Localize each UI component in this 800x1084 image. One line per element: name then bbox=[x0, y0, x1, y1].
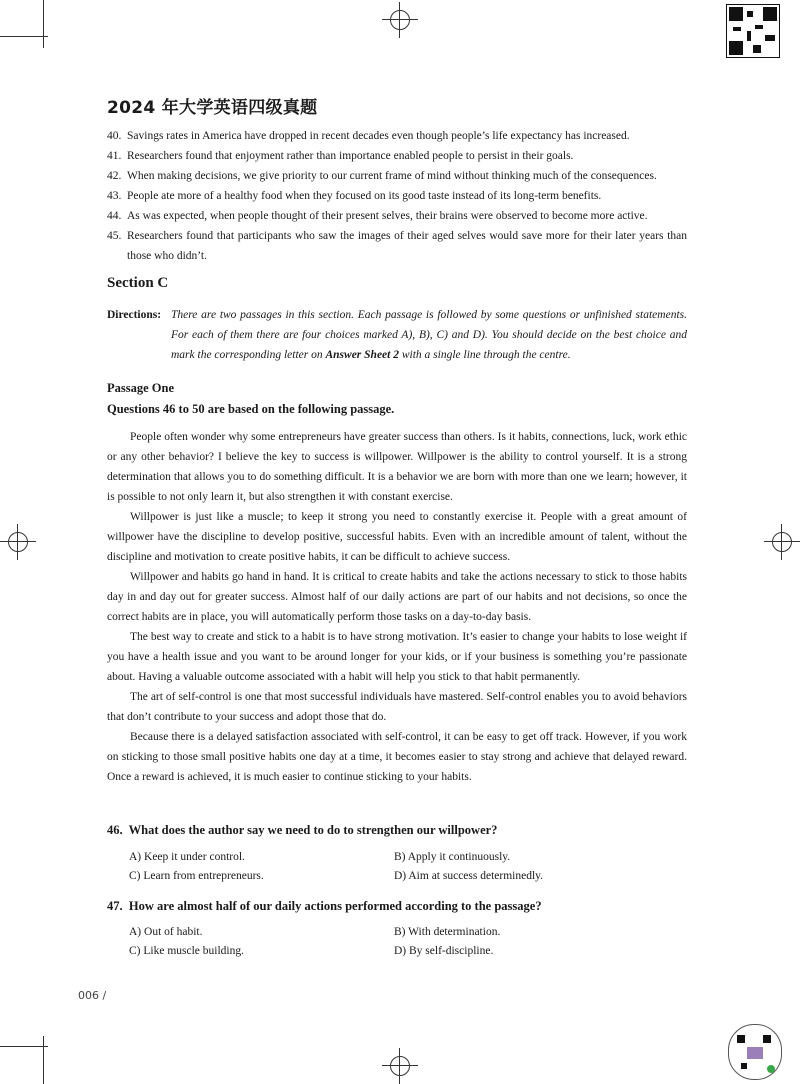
directions-text: There are two passages in this section. Each passage is followed by some questions or unfinished statements. For each of them there are four choices marked A), B), C) and D). You should decide on the best choice and mark the corresponding letter on Answer Sheet 2 with a single line through the centre. bbox=[171, 309, 687, 361]
question-number: 46. bbox=[107, 823, 123, 837]
registration-mark-top bbox=[382, 2, 418, 38]
directions bbox=[107, 305, 687, 365]
question-46 bbox=[107, 823, 687, 838]
question-text: What does the author say we need to do to strengthen our willpower? bbox=[128, 823, 498, 837]
crop-mark bbox=[0, 36, 48, 37]
list-item bbox=[107, 226, 687, 266]
directions-label: Directions: bbox=[107, 309, 162, 321]
paragraph: The art of self-control is one that most successful individuals have mastered. Self-control enables you to avoid behaviors that don’t contribute to your success and adopt those that do. bbox=[107, 691, 687, 723]
passage-body bbox=[107, 427, 687, 787]
item-text: When making decisions, we give priority to our current frame of mind without thinking much of the consequences. bbox=[127, 170, 657, 182]
paragraph: Willpower is just like a muscle; to keep it strong you need to constantly exercise it. People with a great amount of willpower have the discipline to develop positive, successful habits. Even with an incredible amount of talent, without the discipline and motivation to create positive habits, it can be difficult to achieve success. bbox=[107, 511, 687, 563]
options-46 bbox=[129, 848, 689, 886]
option-c[interactable]: C) Learn from entrepreneurs. bbox=[129, 870, 264, 882]
crop-mark bbox=[43, 0, 44, 48]
registration-mark-right bbox=[764, 524, 800, 560]
question-text: How are almost half of our daily actions performed according to the passage? bbox=[128, 899, 542, 913]
option-a[interactable]: A) Keep it under control. bbox=[129, 851, 245, 863]
item-text: Savings rates in America have dropped in recent decades even though people’s life expectancy has increased. bbox=[127, 130, 630, 142]
item-text: Researchers found that participants who saw the images of their aged selves would save more for their later years than those who didn’t. bbox=[127, 230, 687, 262]
option-c[interactable]: C) Like muscle building. bbox=[129, 945, 244, 957]
crop-mark bbox=[43, 1036, 44, 1084]
list-item bbox=[107, 146, 687, 166]
section-heading: Section C bbox=[107, 275, 169, 291]
option-b[interactable]: B) With determination. bbox=[394, 926, 501, 938]
option-a[interactable]: A) Out of habit. bbox=[129, 926, 203, 938]
paragraph: Because there is a delayed satisfaction associated with self-control, it can be easy to get off track. However, if you work on sticking to those small positive habits one day at a time, it becomes easier to stay strong and achieve that delayed reward. Once a reward is achieved, it is much easier to continue sticking to your habits. bbox=[107, 731, 687, 783]
item-text: Researchers found that enjoyment rather than importance enabled people to persist in their goals. bbox=[127, 150, 574, 162]
item-number: 40. bbox=[107, 130, 122, 142]
statement-list bbox=[107, 126, 687, 266]
question-number: 47. bbox=[107, 899, 123, 913]
item-number: 41. bbox=[107, 150, 122, 162]
qr-code-icon bbox=[728, 1024, 782, 1080]
item-text: People ate more of a healthy food when they focused on its good taste instead of its long-term benefits. bbox=[127, 190, 602, 202]
answer-sheet-label: Answer Sheet 2 bbox=[325, 349, 399, 361]
item-number: 42. bbox=[107, 170, 122, 182]
page-number: 006 / bbox=[78, 989, 107, 1002]
qr-code-icon bbox=[726, 4, 780, 58]
item-text: As was expected, when people thought of their present selves, their brains were observed to become more active. bbox=[127, 210, 648, 222]
option-d[interactable]: D) Aim at success determinedly. bbox=[394, 870, 544, 882]
item-number: 45. bbox=[107, 230, 122, 242]
paragraph: The best way to create and stick to a habit is to have strong motivation. It’s easier to change your habits to lose weight if you have a health issue and you want to be around longer for your kids, or if your business is something you’re passionate about. Having a valuable outcome associated with a habit will help you stick to that habit permanently. bbox=[107, 631, 687, 683]
list-item bbox=[107, 126, 687, 146]
registration-mark-bottom bbox=[382, 1048, 418, 1084]
list-item bbox=[107, 206, 687, 226]
crop-mark bbox=[0, 1046, 48, 1047]
option-b[interactable]: B) Apply it continuously. bbox=[394, 851, 511, 863]
page-title: 2024 年大学英语四级真题 bbox=[107, 98, 318, 118]
list-item bbox=[107, 166, 687, 186]
options-47 bbox=[129, 923, 689, 961]
passage-title: Passage One bbox=[107, 381, 175, 395]
paragraph: People often wonder why some entrepreneurs have greater success than others. Is it habits, connections, luck, work ethic or any other behavior? I believe the key to success is willpower. Willpower is the ability to control yourself. It is a strong determination that allows you to do something difficult. It is a behavior we are born with more than one we learn; however, it is possible to not only learn it, but also strengthen it with constant exercise. bbox=[107, 431, 687, 503]
option-d[interactable]: D) By self-discipline. bbox=[394, 945, 494, 957]
question-47 bbox=[107, 899, 687, 914]
item-number: 43. bbox=[107, 190, 122, 202]
registration-mark-left bbox=[0, 524, 36, 560]
paragraph: Willpower and habits go hand in hand. It is critical to create habits and take the actions necessary to stick to those habits day in and day out for greater success. Almost half of our daily actions are part of our habits and not decisions, so once the correct habits are in place, you will automatically perform those tasks on a day-to-day basis. bbox=[107, 571, 687, 623]
item-number: 44. bbox=[107, 210, 122, 222]
list-item bbox=[107, 186, 687, 206]
passage-instruction: Questions 46 to 50 are based on the following passage. bbox=[107, 402, 395, 416]
